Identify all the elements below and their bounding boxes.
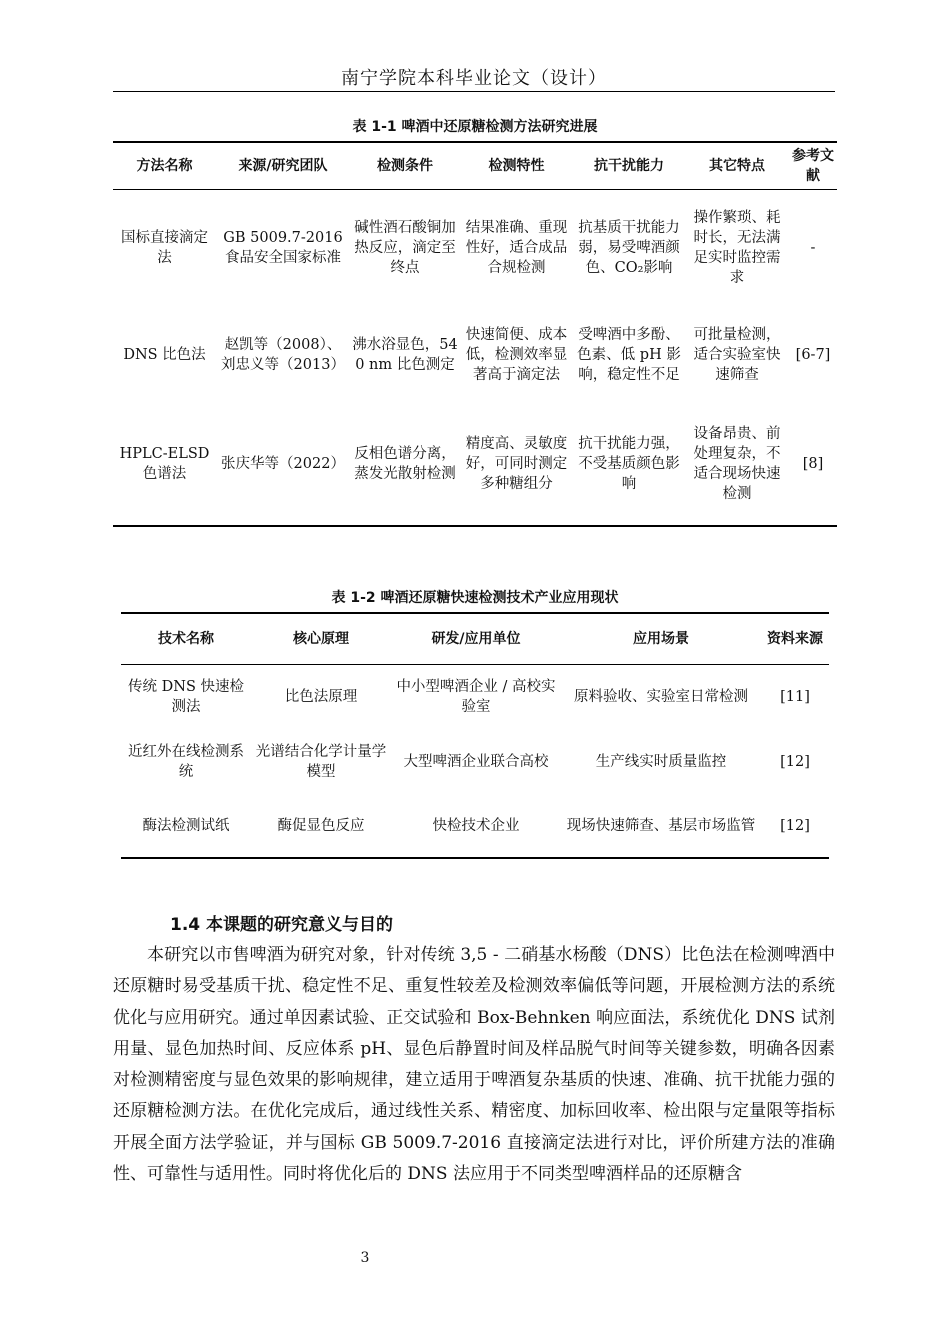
table-row [113, 189, 837, 307]
table-cell: 酶促显色反应 [277, 817, 365, 834]
col-header-developer: 研发/应用单位 [431, 630, 521, 647]
col-header-scenario: 应用场景 [633, 630, 689, 647]
table-cell: 中小型啤酒企业 / 高校实验室 [396, 679, 556, 716]
table-cell: 现场快速筛查、基层市场监管 [566, 817, 756, 834]
col-header-conditions: 检测条件 [377, 157, 433, 174]
table-cell: 传统 DNS 快速检测法 [128, 679, 244, 716]
table-cell: 反相色谱分离，蒸发光散射检测 [354, 445, 456, 482]
table-cell: 生产线实时质量监控 [595, 754, 727, 770]
table-cell: 结果准确、重现性好，适合成品合规检测 [465, 220, 568, 277]
page-header: 南宁学院本科毕业论文（设计） [341, 68, 607, 89]
table-cell: 赵凯等（2008）、刘忠义等（2013） [221, 336, 345, 373]
table-cell: 快速简便、成本低，检测效率显著高于滴定法 [465, 326, 568, 383]
table-cell: 抗基质干扰能力弱，易受啤酒颜色、CO₂影响 [578, 220, 680, 277]
table1-methods [113, 141, 837, 527]
col-header-method: 方法名称 [136, 157, 193, 174]
col-header-interference: 抗干扰能力 [594, 157, 664, 174]
col-header-characteristics: 检测特性 [488, 157, 545, 174]
col-header-source: 来源/研究团队 [238, 157, 328, 174]
table-cell: 快检技术企业 [432, 817, 520, 834]
table-row [113, 402, 837, 526]
table-cell: [12] [780, 817, 810, 834]
col-header-reference: 参考文献 [792, 147, 834, 184]
table-cell: 设备昂贵、前处理复杂，不适合现场快速检测 [693, 425, 781, 502]
table-cell: 近红外在线检测系统 [128, 744, 244, 780]
table2-industry-applications [121, 612, 829, 859]
col-header-source: 资料来源 [767, 630, 823, 647]
table-cell: 可批量检测，适合实验室快速筛查 [693, 326, 781, 383]
table-cell: [8] [802, 455, 824, 472]
table-cell: 大型啤酒企业联合高校 [403, 754, 549, 770]
header-rule [113, 91, 835, 92]
table-cell: [6-7] [795, 346, 831, 363]
table-cell: DNS 比色法 [123, 346, 206, 363]
table-cell: 抗干扰能力强，不受基质颜色影响 [578, 435, 680, 492]
table-row [113, 307, 837, 402]
table-cell: 沸水浴显色，540 nm 比色测定 [352, 336, 458, 373]
table-cell: 酶法检测试纸 [142, 817, 230, 834]
table-cell: GB 5009.7-2016 食品安全国家标准 [223, 230, 343, 267]
table-cell: [11] [780, 689, 810, 706]
table-header-row [121, 613, 829, 664]
table-cell: - [810, 240, 816, 257]
table-header-row [113, 142, 837, 189]
table-row [121, 730, 829, 794]
table-cell: 受啤酒中多酚、色素、低 pH 影响，稳定性不足 [577, 326, 681, 383]
table-cell: 比色法原理 [284, 689, 358, 706]
table1-caption: 表 1-1 啤酒中还原糖检测方法研究进展 [352, 119, 598, 135]
table-cell: 操作繁琐、耗时长，无法满足实时监控需求 [693, 210, 781, 287]
table-cell: 张庆华等（2022） [221, 455, 345, 472]
col-header-principle: 核心原理 [293, 630, 349, 647]
col-header-technology: 技术名称 [158, 630, 214, 647]
body-paragraph: 本研究以市售啤酒为研究对象，针对传统 3,5 - 二硝基水杨酸（DNS）比色法在检测啤酒中还原糖时易受基质干扰、稳定性不足、重复性较差及检测效率偏低等问题，开展检测方法的系统优化与应用研究。通过单因素试验、正交试验和 Box-Behnken 响应面法，系统优化 DNS 试剂用量、显色加热时间、反应体系 pH、显色后静置时间及样品脱气时间等关键参数，明确各因素对检测精密度与显色效果的影响规律，建立适用于啤酒复杂基质的快速、准确、抗干扰能力强的还原糖检测方法。在优化完成后，通过线性关系、精密度、加标回收率、检出限与定量限等指标开展全面方法学验证，并与国标 GB 5009.7-2016 直接滴定法进行对比，评价所建方法的准确性、可靠性与适用性。同时将优化后的 DNS 法应用于不同类型啤酒样品的还原糖含 [113, 945, 835, 1185]
col-header-other: 其它特点 [709, 157, 765, 174]
table-cell: 原料验收、实验室日常检测 [574, 689, 748, 706]
section-heading: 1.4 本课题的研究意义与目的 [170, 915, 394, 935]
table-cell: HPLC-ELSD 色谱法 [119, 445, 210, 482]
table-cell: 碱性酒石酸铜加热反应，滴定至终点 [354, 220, 456, 277]
page-number: 3 [360, 1250, 370, 1266]
table-row [121, 794, 829, 858]
table2-caption: 表 1-2 啤酒还原糖快速检测技术产业应用现状 [331, 590, 619, 606]
table-row [121, 664, 829, 730]
table-cell: 国标直接滴定法 [121, 230, 208, 267]
table-cell: 光谱结合化学计量学模型 [255, 744, 387, 780]
table-cell: [12] [780, 754, 810, 770]
table-cell: 精度高、灵敏度好，可同时测定多种糖组分 [465, 435, 568, 492]
